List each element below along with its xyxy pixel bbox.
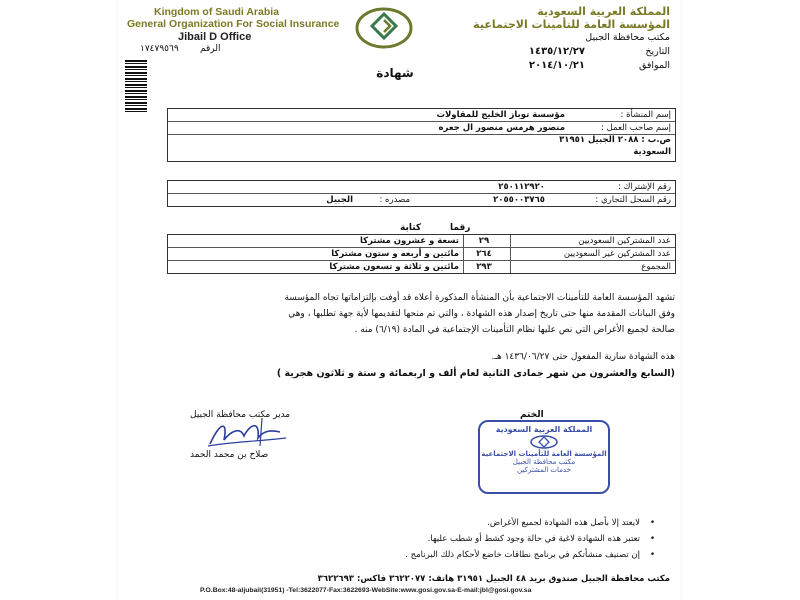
source-value: الجبيل bbox=[326, 195, 353, 205]
owner-value: منصور هرمس منصور ال جعره bbox=[438, 123, 565, 133]
row-label: عدد المشتركين غير السعوديين bbox=[563, 249, 671, 259]
row-digits: ٢٩٣ bbox=[476, 262, 492, 272]
signatory-name: صلاح بن محمد الحمد bbox=[190, 450, 269, 460]
row-words: تسعة و عشرون مشتركا bbox=[359, 236, 459, 246]
header-ar-organization: المؤسسة العامة للتأمينات الاجتماعية bbox=[473, 18, 670, 31]
stamp-line3: مكتب محافظة الجبيل bbox=[512, 458, 576, 466]
establishment-name-label: إسم المنشأة : bbox=[620, 110, 671, 120]
validity-line2: (السابع والعشرون من شهر جمادى الثانية لعام ألف و اربعمائة و ستة و ثلاثون هجرية ) bbox=[276, 368, 675, 379]
col-words-header: كتابة bbox=[400, 223, 422, 233]
cr-label: رقم السجل التجاري : bbox=[595, 195, 671, 205]
header-en-country: Kingdom of Saudi Arabia bbox=[154, 6, 280, 18]
note-2: تعتبر هذه الشهادة لاغية في حالة وجود كشط أو شطب عليها. bbox=[427, 534, 640, 544]
counts-row-total bbox=[168, 261, 675, 273]
stamp-line4: خدمات المشتركين bbox=[517, 466, 571, 474]
header-en-office: Jibail D Office bbox=[178, 31, 252, 43]
handwritten-signature bbox=[200, 412, 290, 452]
source-label: مصدره : bbox=[379, 195, 410, 205]
row-words: مائتين و أربعه و ستون مشتركا bbox=[331, 249, 459, 259]
country: السعودية bbox=[633, 147, 671, 157]
row-words: مائتين و ثلاثة و تسعون مشتركا bbox=[329, 262, 459, 272]
stamp-logo-icon bbox=[529, 435, 559, 449]
cr-row bbox=[168, 194, 675, 206]
stamp-label: الختم bbox=[520, 410, 544, 420]
stamp-line1: المملكة العربية السعودية bbox=[495, 425, 593, 434]
footer-en-address: P.O.Box:48-aljubail(31951) -Tel:3622077-Fax:3622693-WebSite:www.gosi.gov.sa-E-mail:jbl@gosi.gov.sa bbox=[200, 587, 532, 594]
date-label: التاريخ bbox=[645, 46, 670, 57]
document-title: شهادة bbox=[376, 66, 414, 80]
date-value: ١٤٣٥/١٢/٢٧ bbox=[528, 46, 585, 57]
establishment-box bbox=[167, 108, 676, 162]
greg-date-label: الموافق bbox=[638, 60, 670, 71]
establishment-name-row bbox=[168, 109, 675, 122]
body-para-line3: صالحة لجميع الأغراض التي نص عليها نظام التأمينات الإجتماعية في المادة (٦/١٩) منه . bbox=[354, 325, 675, 335]
owner-label: إسم صاحب العمل : bbox=[601, 123, 671, 133]
counts-row-saudi bbox=[168, 235, 675, 248]
header-ar-country: المملكة العربية السعودية bbox=[537, 5, 670, 18]
establishment-name-value: مؤسسة توباز الخليج للمقاولات bbox=[436, 110, 565, 120]
header-ref-label: الرقم bbox=[200, 44, 221, 54]
cr-value: ٢٠٥٥٠٠٣٧٦٥ bbox=[493, 195, 545, 205]
body-para-line1: تشهد المؤسسة العامة للتأمينات الاجتماعية بأن المنشأة المذكورة أعلاه قد أوفت بإلتزاماتها تجاه المؤسسة bbox=[284, 293, 675, 303]
subscription-label: رقم الإشتراك : bbox=[617, 182, 671, 192]
office-stamp bbox=[478, 420, 610, 494]
signatory-title: مدير مكتب محافظة الجبيل bbox=[190, 410, 291, 420]
col-digits-header: رقما bbox=[450, 223, 471, 233]
note-3: إن تصنيف منشأتكم في برنامج نطاقات خاضع لأحكام ذلك البرنامج . bbox=[405, 550, 640, 560]
body-para-line2: وفق البيانات المقدمة منها حتى تاريخ إصدار هذه الشهادة ، والتي تم منحها لتقديمها لأية جهة تطلبها ، وهي bbox=[288, 309, 675, 319]
greg-date-value: ٢٠١٤/١٠/٢١ bbox=[528, 60, 585, 71]
note-bullet-2: • bbox=[650, 534, 656, 544]
note-1: لايعتد إلا بأصل هذه الشهادة لجميع الأغراض. bbox=[487, 518, 640, 528]
header-ref-value: ١٧٤٧٩٥٦٩ bbox=[140, 44, 179, 54]
note-bullet-1: • bbox=[650, 518, 656, 528]
row-digits: ٢٦٤ bbox=[476, 249, 492, 259]
barcode bbox=[125, 60, 147, 114]
stamp-line2: المؤسسة العامة للتأمينات الاجتماعية bbox=[481, 450, 607, 458]
header-ar-office: مكتب محافظة الجبيل bbox=[585, 32, 670, 43]
footer-ar-address: مكتب محافظة الجبيل صندوق بريد ٤٨ الجبيل ٣١٩٥١ هاتف: ٣٦٢٢٠٧٧ فاكس: ٣٦٢٢٦٩٣ bbox=[317, 574, 670, 584]
pobox-line: ص.ب : ٢٠٨٨ الجبيل ٣١٩٥١ bbox=[559, 135, 671, 145]
note-bullet-3: • bbox=[650, 550, 656, 560]
row-digits: ٢٩ bbox=[478, 236, 490, 246]
owner-row bbox=[168, 122, 675, 135]
registration-box bbox=[167, 180, 676, 207]
counts-table bbox=[167, 234, 676, 274]
validity-line1: هذه الشهادة سارية المفعول حتى ١٤٣٦/٠٦/٢٧ هـ. bbox=[491, 352, 675, 362]
header-en-organization: General Organization For Social Insurance bbox=[127, 18, 340, 30]
counts-row-nonsaudi bbox=[168, 248, 675, 261]
gosi-logo bbox=[355, 6, 413, 50]
row-label: المجموع bbox=[641, 262, 671, 272]
subscription-value: ٢٥٠١١٢٩٢٠ bbox=[498, 182, 545, 192]
subscription-row bbox=[168, 181, 675, 194]
row-label: عدد المشتركين السعوديين bbox=[578, 236, 671, 246]
